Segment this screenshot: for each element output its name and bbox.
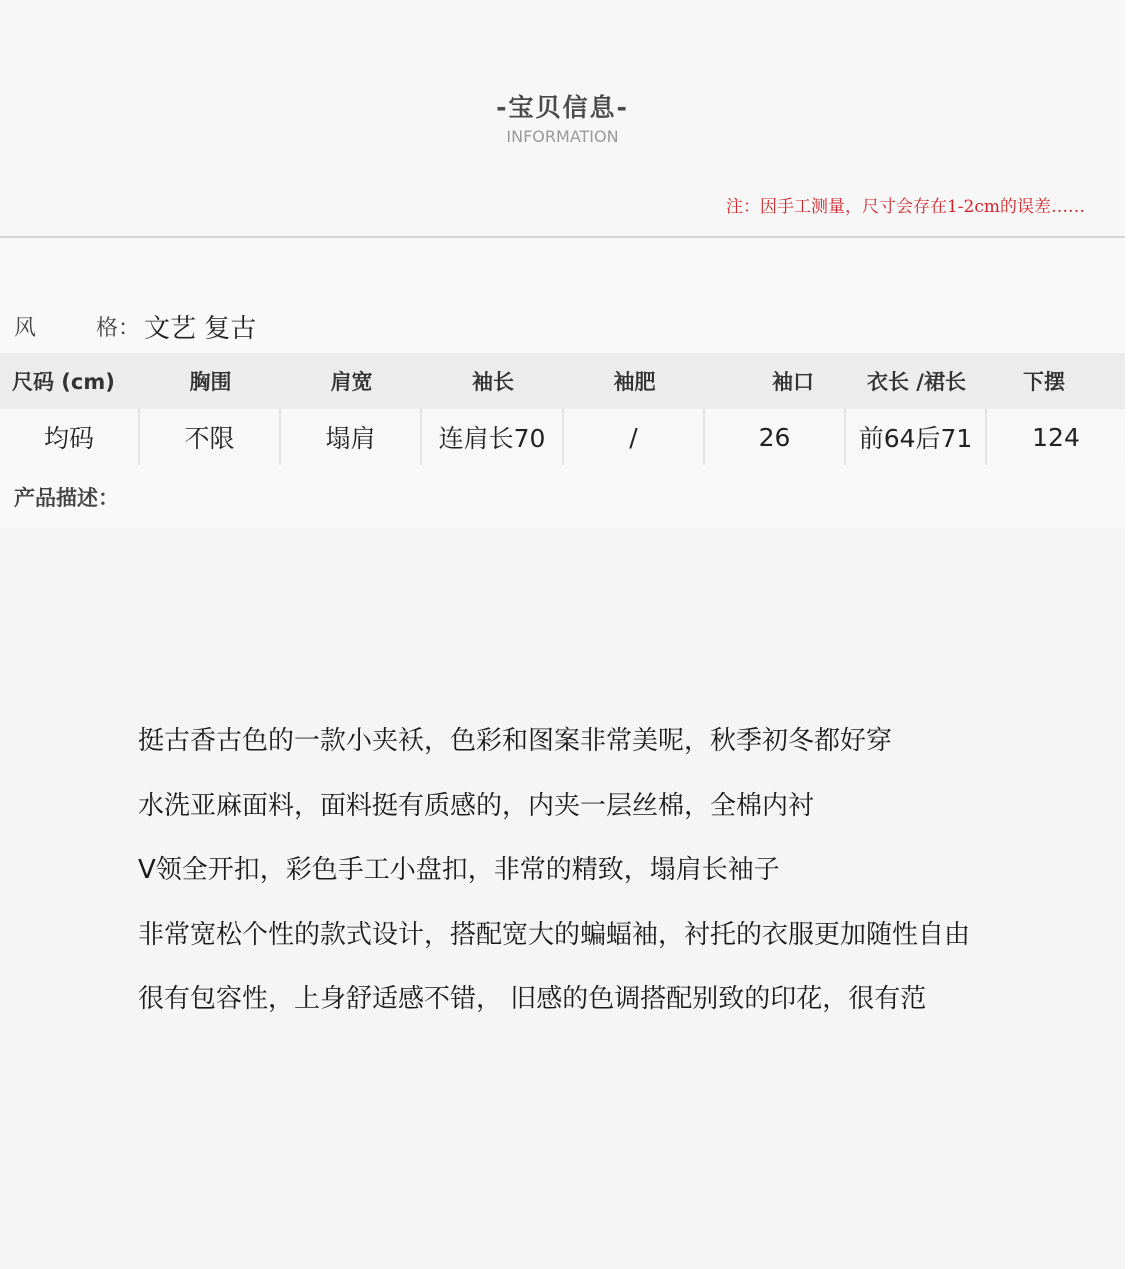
description-text xyxy=(138,722,970,1045)
style-value: 文艺 复古 xyxy=(144,313,257,344)
description-line: 水洗亚麻面料，面料挺有质感的，内夹一层丝棉，全棉内衬 xyxy=(138,790,815,821)
header-length: 衣长 /裙长 xyxy=(867,370,966,394)
description-line: 很有包容性，上身舒适感不错， 旧感的色调搭配别致的印花，很有范 xyxy=(138,984,927,1014)
header-sleeve-length: 袖长 xyxy=(472,370,514,394)
cell-size: 均码 xyxy=(0,409,140,465)
cell-sleeve-length: 连肩长70 xyxy=(422,409,564,465)
header-cuff: 袖口 xyxy=(772,370,814,394)
section-subtitle: INFORMATION xyxy=(506,127,619,146)
cell-shoulder: 塌肩 xyxy=(281,409,422,465)
cell-hem: 124 xyxy=(1032,422,1080,452)
size-table-row xyxy=(0,409,1125,465)
style-label-char-1: 风 xyxy=(14,315,37,341)
style-label xyxy=(14,311,142,342)
description-line: 挺古香古色的一款小夹袄，色彩和图案非常美呢，秋季初冬都好穿 xyxy=(138,726,893,756)
style-row xyxy=(14,306,256,346)
header-shoulder: 肩宽 xyxy=(330,370,373,394)
description-line: 非常宽松个性的款式设计，搭配宽大的蝙蝠袖，衬托的衣服更加随性自由 xyxy=(138,919,971,950)
style-label-char-2: 格： xyxy=(95,315,140,341)
cell-sleeve-width: / xyxy=(564,409,705,465)
header-size: 尺码 (cm) xyxy=(12,370,115,394)
header-hem: 下摆 xyxy=(1023,370,1065,394)
header-sleeve-width: 袖肥 xyxy=(613,370,656,394)
measurement-note: 注：因手工测量，尺寸会存在1-2cm的误差…… xyxy=(725,197,1085,217)
section-title: -宝贝信息- xyxy=(496,93,629,122)
cell-length: 前64后71 xyxy=(846,409,987,465)
size-table xyxy=(0,353,1125,465)
description-line: V领全开扣，彩色手工小盘扣，非常的精致，塌肩长袖子 xyxy=(138,855,780,885)
cell-cuff: 26 xyxy=(705,409,846,465)
size-table-header xyxy=(0,353,1125,409)
header-bust: 胸围 xyxy=(189,370,232,394)
info-header xyxy=(0,0,1125,238)
right-edge-divider xyxy=(1125,0,1133,1269)
cell-bust: 不限 xyxy=(140,409,281,465)
description-label: 产品描述： xyxy=(14,486,119,510)
